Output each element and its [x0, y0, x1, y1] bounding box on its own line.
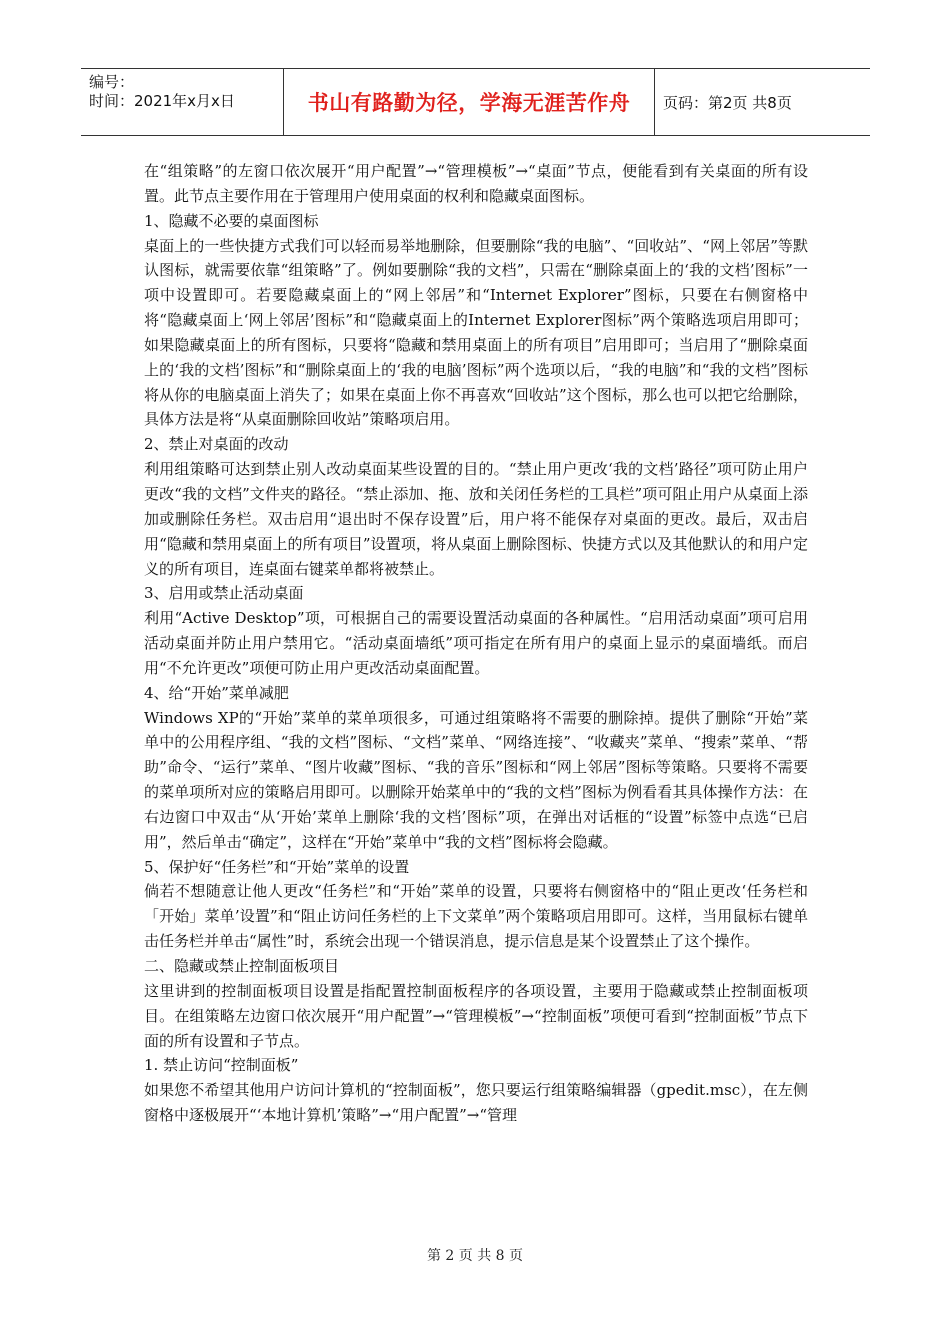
paragraph: 倘若不想随意让他人更改“任务栏”和“开始”菜单的设置，只要将右侧窗格中的“阻止更改‘任务栏和「开始」菜单’设置”和“阻止访问任务栏的上下文菜单”两个策略项启用即可。这样，当用鼠标右键单击任务栏并单击“属性”时，系统会出现一个错误消息，提示信息是某个设置禁止了这个操作。: [144, 882, 808, 951]
section-heading: 2、禁止对桌面的改动: [144, 435, 289, 454]
section-heading: 3、启用或禁止活动桌面: [144, 584, 304, 603]
section-heading: 二、隐藏或禁止控制面板项目: [144, 957, 340, 975]
paragraph: 在“组策略”的左窗口依次展开“用户配置”→“管理模板”→“桌面”节点，便能看到有关桌面的所有设置。此节点主要作用在于管理用户使用桌面的权利和隐藏桌面图标。: [144, 162, 808, 205]
page-footer: 第 2 页 共 8 页: [426, 1248, 524, 1264]
document-body: [144, 159, 808, 1128]
header-page-info-cell: [655, 69, 870, 135]
document-time-label: 时间：2021年x月x日: [89, 92, 235, 110]
section-heading: 5、保护好“任务栏”和“开始”菜单的设置: [144, 857, 410, 876]
paragraph: 如果您不希望其他用户访问计算机的“控制面板”，您只要运行组策略编辑器（gpedit.msc），在左侧窗格中逐极展开“‘本地计算机’策略”→“用户配置”→“管理: [144, 1081, 808, 1125]
document-number-label: 编号：: [89, 73, 135, 91]
section-heading: 1、隐藏不必要的桌面图标: [144, 211, 319, 230]
header-motto: 书山有路勤为径，学海无涯苦作舟: [307, 91, 631, 115]
paragraph: 利用组策略可达到禁止别人改动桌面某些设置的目的。“禁止用户更改‘我的文档’路径”项可防止用户更改“我的文档”文件夹的路径。“禁止添加、拖、放和关闭任务栏的工具栏”项可阻止用户从桌面上添加或删除任务栏。双击启用“退出时不保存设置”后，用户将不能保存对桌面的更改。最后，双击启用“隐藏和禁用桌面上的所有项目”设置项，将从桌面上删除图标、快捷方式以及其他默认的和用户定义的所有项目，连桌面右键菜单都将被禁止。: [144, 460, 808, 578]
paragraph: 这里讲到的控制面板项目设置是指配置控制面板程序的各项设置，主要用于隐藏或禁止控制面板项目。在组策略左边窗口依次展开“用户配置”→“管理模板”→“控制面板”项便可看到“控制面板”节点下面的所有设置和子节点。: [144, 981, 808, 1050]
page-header: [81, 68, 870, 136]
section-heading: 1. 禁止访问“控制面板”: [144, 1056, 299, 1075]
paragraph: 利用“Active Desktop”项，可根据自己的需要设置活动桌面的各种属性。“启用活动桌面”项可启用活动桌面并防止用户禁用它。“活动桌面墙纸”项可指定在所有用户的桌面上显示的桌面墙纸。而启用“不允许更改”项便可防止用户更改活动桌面配置。: [144, 609, 808, 677]
header-motto-cell: [284, 69, 655, 135]
paragraph: Windows XP的“开始”菜单的菜单项很多，可通过组策略将不需要的删除掉。提供了删除“开始”菜单中的公用程序组、“我的文档”图标、“文档”菜单、“网络连接”、“收藏夹”菜单、“搜索”菜单、“帮助”命令、“运行”菜单、“图片收藏”图标、“我的音乐”图标和“网上邻居”图标等策略。只要将不需要的菜单项所对应的策略启用即可。以删除开始菜单中的“我的文档”图标为例看看其具体操作方法：在右边窗口中双击“从‘开始’菜单上删除‘我的文档’图标”项，在弹出对话框的“设置”标签中点选“已启用”，然后单击“确定”，这样在“开始”菜单中“我的文档”图标将会隐藏。: [144, 708, 808, 851]
paragraph: 桌面上的一些快捷方式我们可以轻而易举地删除，但要删除“我的电脑”、“回收站”、“网上邻居”等默认图标，就需要依靠“组策略”了。例如要删除“我的文档”，只需在“删除桌面上的‘我的文档’图标”一项中设置即可。若要隐藏桌面上的“网上邻居”和“Internet Explorer”图标，只要在右侧窗格中将“隐藏桌面上‘网上邻居’图标”和“隐藏桌面上的Internet Explorer图标”两个策略选项启用即可；如果隐藏桌面上的所有图标，只要将“隐藏和禁用桌面上的所有项目”启用即可；当启用了“删除桌面上的‘我的文档’图标”和“删除桌面上的‘我的电脑’图标”两个选项以后，“我的电脑”和“我的文档”图标将从你的电脑桌面上消失了；如果在桌面上你不再喜欢“回收站”这个图标，那么也可以把它给删除，具体方法是将“从桌面删除回收站”策略项启用。: [144, 236, 808, 429]
header-page-info: 页码：第2页 共8页: [663, 93, 792, 112]
section-heading: 4、给“开始”菜单减肥: [144, 683, 289, 702]
header-meta: [81, 69, 284, 135]
